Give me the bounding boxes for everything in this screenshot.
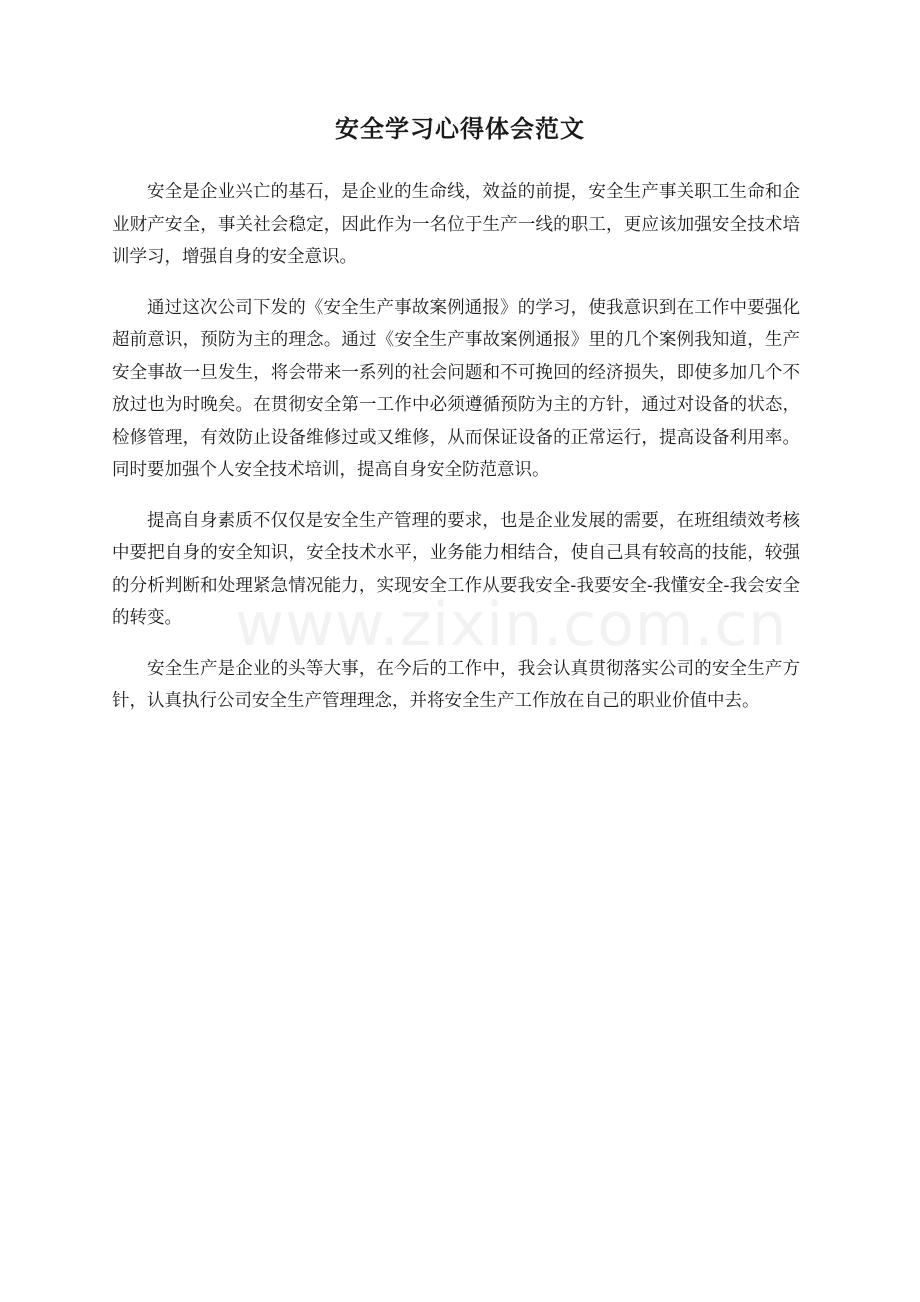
paragraph-3: 提高自身素质不仅仅是安全生产管理的要求，也是企业发展的需要，在班组绩效考核中要把自身的安全知识，安全技术水平，业务能力相结合，使自己具有较高的技能，较强的分析判断和处理紧急情况能力，实现安全工作从要我安全-我要安全-我懂安全-我会安全的转变。	[112, 510, 800, 628]
document-title: 安全学习心得体会范文	[335, 114, 585, 143]
paragraph-4: 安全生产是企业的头等大事，在今后的工作中，我会认真贯彻落实公司的安全生产方针，认真执行公司安全生产管理理念，并将安全生产工作放在自己的职业价值中去。	[112, 658, 800, 711]
paragraph-2: 通过这次公司下发的《安全生产事故案例通报》的学习，使我意识到在工作中要强化超前意识，预防为主的理念。通过《安全生产事故案例通报》里的几个案例我知道，生产安全事故一旦发生，将会带来一系列的社会问题和不可挽回的经济损失，即使多加几个不放过也为时晚矣。在贯彻安全第一工作中必须遵循预防为主的方针，通过对设备的状态，检修管理，有效防止设备维修过或又维修，从而保证设备的正常运行，提高设备利用率。同时要加强个人安全技术培训，提高自身安全防范意识。	[112, 297, 800, 480]
watermark: www.zixin.com.cn	[235, 590, 788, 660]
document-body	[112, 176, 800, 736]
paragraph-1: 安全是企业兴亡的基石，是企业的生命线，效益的前提，安全生产事关职工生命和企业财产安全，事关社会稳定，因此作为一名位于生产一线的职工，更应该加强安全技术培训学习，增强自身的安全意识。	[112, 182, 800, 267]
